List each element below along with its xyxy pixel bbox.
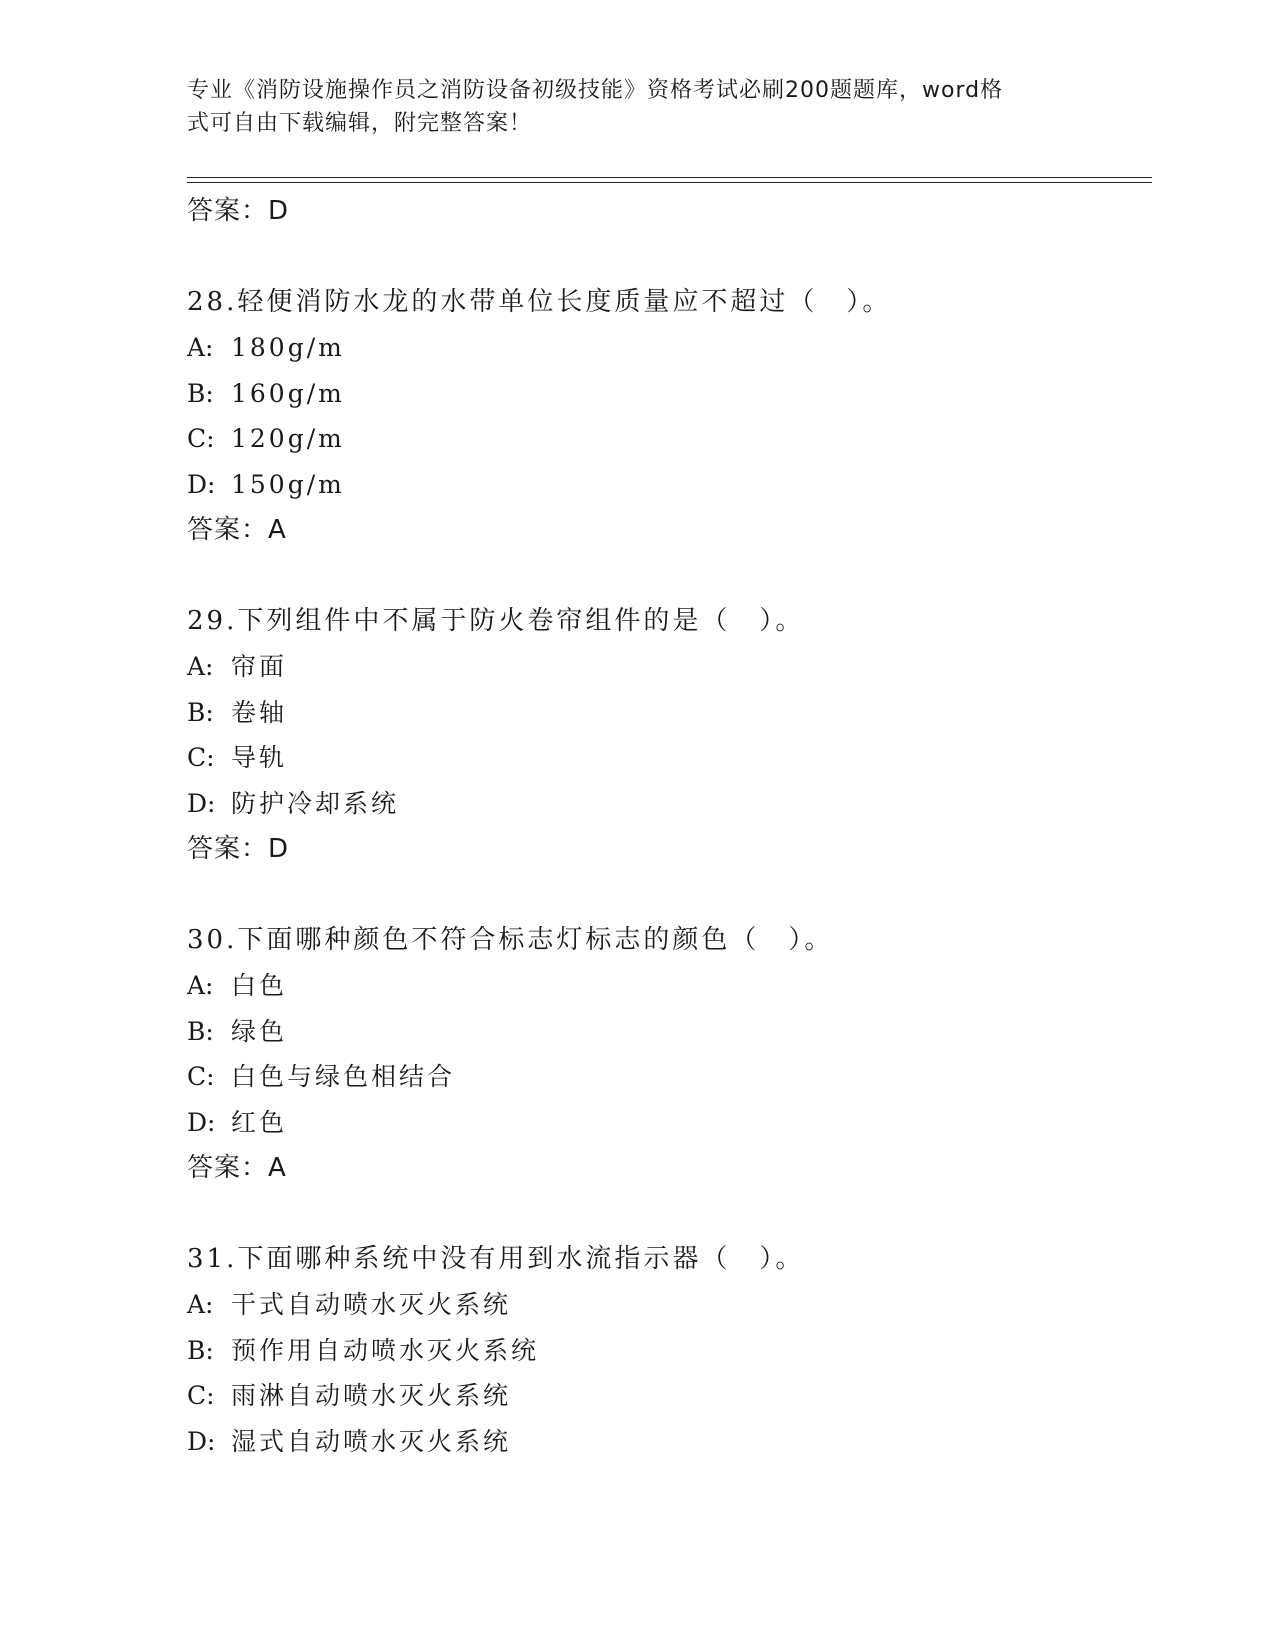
question-block bbox=[187, 1237, 1152, 1464]
option-b bbox=[187, 1328, 1152, 1374]
option-text: 160g/m bbox=[231, 378, 345, 408]
option-b bbox=[187, 371, 1152, 417]
option-c bbox=[187, 1054, 1152, 1100]
option-letter: D: bbox=[187, 1107, 216, 1137]
option-letter: B: bbox=[187, 1335, 214, 1365]
option-text: 150g/m bbox=[231, 469, 345, 499]
answer-line bbox=[187, 1145, 1152, 1191]
option-letter: D: bbox=[187, 469, 216, 499]
option-d bbox=[187, 1419, 1152, 1465]
option-letter: C: bbox=[187, 1381, 215, 1410]
answer-prefix: 答案： bbox=[187, 196, 269, 226]
answer-value: A bbox=[268, 1153, 287, 1183]
option-letter: A: bbox=[187, 971, 214, 1000]
option-b bbox=[187, 690, 1152, 736]
option-a bbox=[187, 325, 1152, 371]
header-divider-top bbox=[187, 177, 1152, 178]
answer-prefix: 答案： bbox=[187, 1153, 269, 1183]
question-block bbox=[187, 280, 1152, 553]
option-c bbox=[187, 1373, 1152, 1419]
option-text: 120g/m bbox=[231, 424, 345, 453]
answer-value: D bbox=[268, 834, 290, 864]
header-line-1: 专业《消防设施操作员之消防设备初级技能》资格考试必刷200题题库，word格 bbox=[187, 78, 1004, 103]
question-block bbox=[187, 918, 1152, 1191]
option-text: 绿色 bbox=[231, 1016, 288, 1046]
option-letter: C: bbox=[187, 1062, 215, 1091]
option-text: 预作用自动喷水灭火系统 bbox=[231, 1335, 540, 1365]
option-letter: B: bbox=[187, 697, 214, 727]
option-text: 湿式自动喷水灭火系统 bbox=[231, 1426, 512, 1456]
option-text: 帘面 bbox=[231, 652, 288, 681]
option-text: 导轨 bbox=[231, 743, 288, 772]
option-letter: A: bbox=[187, 652, 214, 681]
answer-line bbox=[187, 507, 1152, 553]
answer-line bbox=[187, 188, 1152, 234]
option-a bbox=[187, 1282, 1152, 1328]
document-header bbox=[187, 74, 1067, 140]
option-c bbox=[187, 735, 1152, 781]
option-text: 干式自动喷水灭火系统 bbox=[231, 1290, 512, 1319]
header-line-2: 式可自由下载编辑，附完整答案！ bbox=[187, 111, 533, 136]
option-letter: B: bbox=[187, 1016, 214, 1046]
answer-value: D bbox=[268, 196, 290, 226]
option-letter: A: bbox=[187, 333, 214, 362]
option-text: 白色 bbox=[231, 971, 288, 1000]
option-letter: C: bbox=[187, 743, 215, 772]
option-text: 红色 bbox=[231, 1107, 288, 1137]
question-text: 28.轻便消防水龙的水带单位长度质量应不超过（ ）。 bbox=[187, 287, 892, 317]
answer-prefix: 答案： bbox=[187, 515, 269, 545]
option-c bbox=[187, 416, 1152, 462]
option-letter: A: bbox=[187, 1290, 214, 1319]
option-letter: D: bbox=[187, 1426, 216, 1456]
option-b bbox=[187, 1009, 1152, 1055]
option-text: 白色与绿色相结合 bbox=[231, 1062, 456, 1091]
option-text: 雨淋自动喷水灭火系统 bbox=[231, 1381, 512, 1410]
option-d bbox=[187, 462, 1152, 508]
option-text: 防护冷却系统 bbox=[231, 788, 400, 818]
answer-line bbox=[187, 826, 1152, 872]
option-letter: B: bbox=[187, 378, 214, 408]
question-list bbox=[187, 188, 1152, 1464]
option-a bbox=[187, 963, 1152, 1009]
question-block bbox=[187, 599, 1152, 872]
question-text: 29.下列组件中不属于防火卷帘组件的是（ ）。 bbox=[187, 606, 805, 636]
option-d bbox=[187, 1100, 1152, 1146]
question-text: 31.下面哪种系统中没有用到水流指示器（ ）。 bbox=[187, 1244, 805, 1274]
answer-prefix: 答案： bbox=[187, 834, 269, 864]
option-d bbox=[187, 781, 1152, 827]
question-text: 30.下面哪种颜色不符合标志灯标志的颜色（ ）。 bbox=[187, 925, 834, 955]
answer-value: A bbox=[268, 515, 287, 545]
option-letter: D: bbox=[187, 788, 216, 818]
option-text: 180g/m bbox=[231, 333, 345, 362]
header-divider-bottom bbox=[187, 182, 1152, 183]
option-text: 卷轴 bbox=[231, 697, 288, 727]
option-letter: C: bbox=[187, 424, 215, 453]
option-a bbox=[187, 644, 1152, 690]
